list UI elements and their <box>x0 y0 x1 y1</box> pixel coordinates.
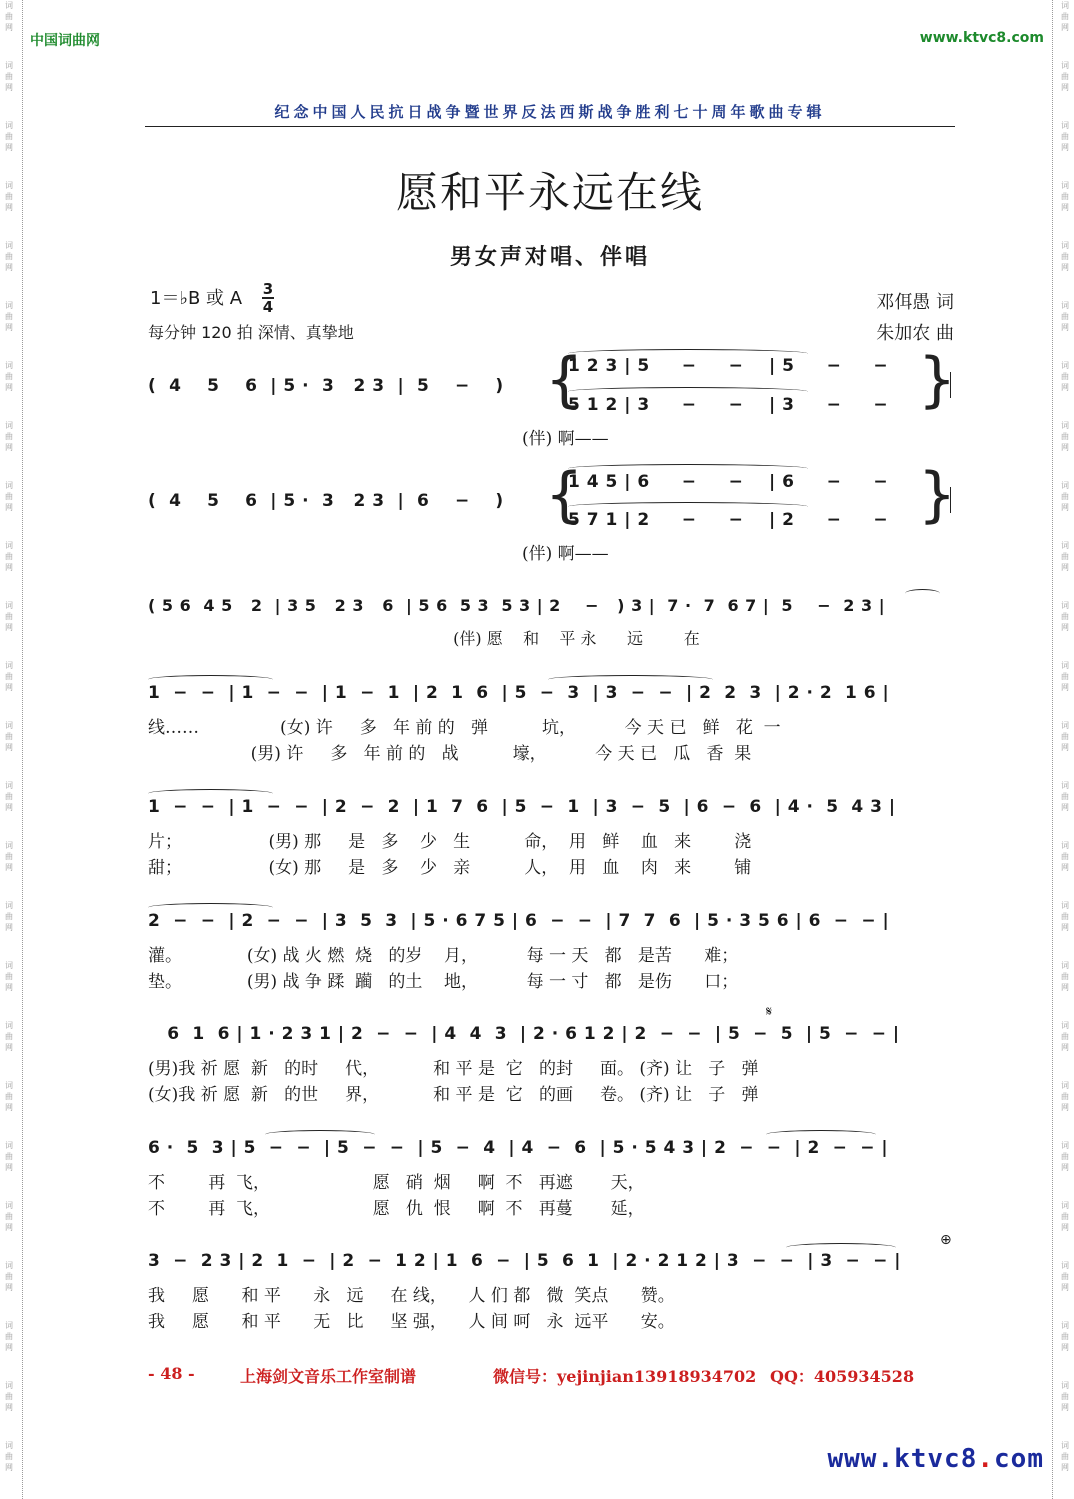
lyric-row-3: (伴) 愿 和 平 永 远 在 <box>148 629 700 648</box>
side-watermark: 词 曲 网 <box>1061 721 1069 752</box>
lyric-row-8-b: 不 再 飞， 愿 仇 恨 啊 不 再蔓 延， <box>148 1199 645 1219</box>
side-watermark: 词 曲 网 <box>5 241 13 272</box>
score-row-8: 6 · 5 3 | 5 − − | 5 − − | 5 − 4 | 4 − 6 | 5 · 5 4 3 | 2 − − | 2 − − | <box>148 1138 889 1158</box>
tie-lower-2 <box>568 502 808 511</box>
wechat-contact: 微信号：yejinjian13918934702 <box>493 1367 757 1386</box>
lyric-row-1: (伴) 啊—— <box>522 429 609 449</box>
tie-upper-1 <box>568 349 808 358</box>
side-watermark: 词 曲 网 <box>1061 661 1069 692</box>
tempo-marking: 每分钟 120 拍 深情、真挚地 <box>148 323 354 342</box>
side-watermark: 词 曲 网 <box>1061 1201 1069 1232</box>
score-row-3: ( 5 6 4 5 2 | 3 5 2 3 6 | 5 6 5 3 5 3 | 2 − ) 3 | 7 · 7 6 7 | 5 − 2 3 | <box>148 596 886 615</box>
side-watermark: 词 曲 网 <box>5 61 13 92</box>
lyric-row-5-male: 片； (男) 那 是 多 少 生 命， 用 鲜 血 来 浇 <box>148 832 752 852</box>
side-watermark: 词 曲 网 <box>1061 1 1069 32</box>
logo-dot: . <box>977 1444 995 1474</box>
side-watermark: 词 曲 网 <box>1061 1021 1069 1052</box>
side-watermark: 词 曲 网 <box>5 541 13 572</box>
side-watermark: 词 曲 网 <box>5 1 13 32</box>
side-watermark: 词 曲 网 <box>5 721 13 752</box>
side-watermark: 词 曲 网 <box>1061 961 1069 992</box>
score-row-1-upper-voice: 1 2 3 | 5 − − | 5 − − <box>568 356 889 376</box>
site-url-right[interactable]: www.ktvc8.com <box>919 30 1044 46</box>
site-logo[interactable] <box>827 1444 1044 1474</box>
score-row-4: 1 − − | 1 − − | 1 − 1 | 2 1 6 | 5 − 3 | 3 − − | 2 2 3 | 2 · 2 1 6 | <box>148 683 890 703</box>
side-watermark: 词 曲 网 <box>1061 301 1069 332</box>
side-watermark: 词 曲 网 <box>5 1441 13 1472</box>
score-row-2-intro: ( 4 5 6 | 5 · 3 2 3 | 6 − ) <box>148 491 504 511</box>
barline-end-2 <box>950 487 951 513</box>
barline-end-1 <box>950 372 951 398</box>
side-watermark: 词 曲 网 <box>5 841 13 872</box>
segno-sign: 𝄋 <box>766 1004 773 1020</box>
brace-left-2: { <box>545 460 584 530</box>
side-watermark: 词 曲 网 <box>5 1141 13 1172</box>
brace-right-1: } <box>918 345 957 415</box>
side-watermark: 词 曲 网 <box>5 361 13 392</box>
left-border <box>22 0 23 1499</box>
side-watermark: 词 曲 网 <box>1061 1081 1069 1112</box>
tie-upper-2 <box>568 464 808 473</box>
side-watermark: 词 曲 网 <box>1061 1141 1069 1172</box>
side-watermark: 词 曲 网 <box>1061 361 1069 392</box>
side-watermark: 词 曲 网 <box>1061 481 1069 512</box>
lyric-row-6-female: 灌。 (女) 战 火 燃 烧 的岁 月， 每 一 天 都 是苦 难； <box>148 946 739 966</box>
composer-credit: 朱加农 曲 <box>876 323 954 344</box>
time-signature <box>262 281 274 315</box>
tie-row-6 <box>148 903 273 912</box>
side-watermark: 词 曲 网 <box>1061 601 1069 632</box>
lyric-row-4-female: 线…… (女) 许 多 年 前 的 弹 坑， 今 天 已 鲜 花 一 <box>148 718 781 738</box>
score-row-1-lower-voice: 5 1 2 | 3 − − | 3 − − <box>568 395 889 415</box>
brace-right-2: } <box>918 460 957 530</box>
side-watermark: 词 曲 网 <box>1061 61 1069 92</box>
site-name-left[interactable]: 中国词曲网 <box>30 33 100 49</box>
score-row-2-upper-voice: 1 4 5 | 6 − − | 6 − − <box>568 472 889 492</box>
tie-row-9 <box>786 1243 896 1252</box>
right-border <box>1052 0 1053 1499</box>
side-watermark: 词 曲 网 <box>1061 841 1069 872</box>
logo-main: www.ktvc8 <box>827 1444 978 1474</box>
collection-title: 纪念中国人民抗日战争暨世界反法西斯战争胜利七十周年歌曲专辑 <box>274 103 826 121</box>
side-watermark: 词 曲 网 <box>5 1021 13 1052</box>
side-watermark: 词 曲 网 <box>1061 241 1069 272</box>
header-rule <box>145 126 955 127</box>
side-watermark: 词 曲 网 <box>1061 781 1069 812</box>
logo-tail: com <box>994 1444 1044 1474</box>
lyric-row-9-b: 我 愿 和 平 无 比 坚 强， 人 间 呵 永 远平 安。 <box>148 1312 675 1332</box>
lyricist-credit: 邓佴愚 词 <box>876 292 954 313</box>
side-watermark: 词 曲 网 <box>5 421 13 452</box>
lyric-row-8-a: 不 再 飞， 愿 硝 烟 啊 不 再遮 天， <box>148 1173 645 1193</box>
tie-lower-1 <box>568 387 808 396</box>
tie-row-4a <box>148 675 273 684</box>
tie-row-3 <box>905 589 940 598</box>
side-watermark: 词 曲 网 <box>1061 421 1069 452</box>
lyric-row-7-male: (男)我 祈 愿 新 的时 代， 和 平 是 它 的封 面。 (齐) 让 子 弹 <box>148 1059 759 1079</box>
score-row-2-lower-voice: 5 7 1 | 2 − − | 2 − − <box>568 510 889 530</box>
lyric-row-2: (伴) 啊—— <box>522 544 609 564</box>
side-watermark: 词 曲 网 <box>5 661 13 692</box>
score-row-1-intro: ( 4 5 6 | 5 · 3 2 3 | 5 − ) <box>148 376 504 396</box>
key-signature: 1＝♭B 或 A <box>150 288 243 309</box>
score-row-9: 3 − 2 3 | 2 1 − | 2 − 1 2 | 1 6 − | 5 6 1 | 2 · 2 1 2 | 3 − − | 3 − − | <box>148 1251 902 1271</box>
side-watermark: 词 曲 网 <box>5 781 13 812</box>
tie-row-4b <box>548 675 713 684</box>
side-watermark: 词 曲 网 <box>1061 181 1069 212</box>
side-watermark: 词 曲 网 <box>1061 1441 1069 1472</box>
tie-row-8a <box>265 1130 375 1139</box>
side-watermark: 词 曲 网 <box>1061 121 1069 152</box>
side-watermark: 词 曲 网 <box>5 1081 13 1112</box>
song-title: 愿和平永远在线 <box>395 168 704 217</box>
score-row-5: 1 − − | 1 − − | 2 − 2 | 1 7 6 | 5 − 1 | 3 − 5 | 6 − 6 | 4 · 5 4 3 | <box>148 797 896 817</box>
side-watermark: 词 曲 网 <box>5 601 13 632</box>
side-watermark: 词 曲 网 <box>5 901 13 932</box>
side-watermark: 词 曲 网 <box>5 121 13 152</box>
tie-row-5 <box>148 789 273 798</box>
studio-credit: 上海剑文音乐工作室制谱 <box>240 1367 417 1386</box>
coda-sign: ⊕ <box>940 1232 952 1248</box>
lyric-row-4-male: (男) 许 多 年 前 的 战 壕， 今 天 已 瓜 香 果 <box>148 744 752 764</box>
lyric-row-7-female: (女)我 祈 愿 新 的世 界， 和 平 是 它 的画 卷。 (齐) 让 子 弹 <box>148 1085 759 1105</box>
side-watermark: 词 曲 网 <box>1061 1381 1069 1412</box>
score-row-6: 2 − − | 2 − − | 3 5 3 | 5 · 6 7 5 | 6 − − | 7 7 6 | 5 · 3 5 6 | 6 − − | <box>148 911 890 931</box>
brace-left-1: { <box>545 345 584 415</box>
side-watermark: 词 曲 网 <box>1061 901 1069 932</box>
side-watermark: 词 曲 网 <box>5 1321 13 1352</box>
side-watermark: 词 曲 网 <box>5 1381 13 1412</box>
qq-contact: QQ：405934528 <box>770 1367 915 1386</box>
side-watermark: 词 曲 网 <box>5 181 13 212</box>
side-watermark: 词 曲 网 <box>1061 1261 1069 1292</box>
side-watermark: 词 曲 网 <box>5 1201 13 1232</box>
time-signature-top: 3 <box>262 280 274 298</box>
side-watermark: 词 曲 网 <box>5 301 13 332</box>
lyric-row-6-male: 垫。 (男) 战 争 蹂 躏 的土 地， 每 一 寸 都 是伤 口； <box>148 972 739 992</box>
page-number: - 48 - <box>148 1364 195 1383</box>
side-watermark: 词 曲 网 <box>5 481 13 512</box>
side-watermark: 词 曲 网 <box>1061 1321 1069 1352</box>
side-watermark: 词 曲 网 <box>1061 541 1069 572</box>
side-watermark: 词 曲 网 <box>5 961 13 992</box>
lyric-row-9-a: 我 愿 和 平 永 远 在 线， 人 们 都 微 笑点 赞。 <box>148 1286 675 1306</box>
song-subtitle: 男女声对唱、伴唱 <box>449 245 650 270</box>
lyric-row-5-female: 甜； (女) 那 是 多 少 亲 人， 用 血 肉 来 铺 <box>148 858 752 878</box>
tie-row-8b <box>766 1130 876 1139</box>
score-row-7: 6 1 6 | 1 · 2 3 1 | 2 − − | 4 4 3 | 2 · 6 1 2 | 2 − − | 5 − 5 | 5 − − | <box>148 1024 900 1044</box>
side-watermark: 词 曲 网 <box>5 1261 13 1292</box>
time-signature-bottom: 4 <box>262 298 274 316</box>
